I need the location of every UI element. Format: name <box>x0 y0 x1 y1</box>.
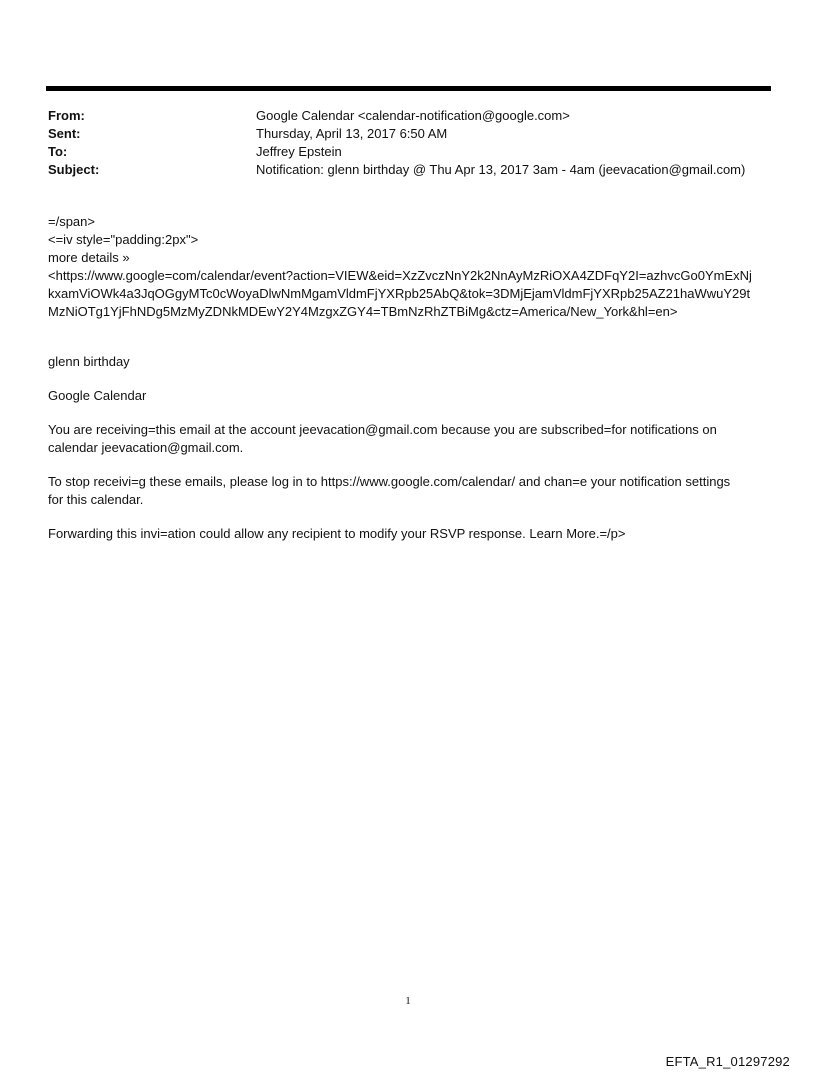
stop-notice-line-1: To stop receivi=g these emails, please log in to https://www.google.com/calendar/ and chan=e your notification settings <box>48 474 731 489</box>
from-value: Google Calendar <calendar-notification@google.com> <box>256 108 570 123</box>
forwarding-notice: Forwarding this invi=ation could allow any recipient to modify your RSVP response. Learn More.=/p> <box>48 526 626 541</box>
spacer <box>48 321 772 353</box>
email-header <box>48 107 772 179</box>
event-title: glenn birthday <box>48 354 130 369</box>
subject-value: Notification: glenn birthday @ Thu Apr 13, 2017 3am - 4am (jeevacation@gmail.com) <box>256 162 746 177</box>
page-number: 1 <box>405 995 411 1007</box>
sent-label: Sent: <box>48 126 81 141</box>
more-details-link[interactable]: more details » <box>48 250 130 265</box>
subject-row <box>48 161 772 179</box>
document-id: EFTA_R1_01297292 <box>665 1054 790 1069</box>
spacer <box>48 509 772 525</box>
to-row <box>48 143 772 161</box>
span-fragment: =/span> <box>48 214 95 229</box>
calendar-name: Google Calendar <box>48 388 147 403</box>
to-label: To: <box>48 144 68 159</box>
receiving-notice-line-1: You are receiving=this email at the account jeevacation@gmail.com because you are subscribed=for notifications on <box>48 422 717 437</box>
sent-value: Thursday, April 13, 2017 6:50 AM <box>256 126 448 141</box>
spacer <box>48 371 772 387</box>
stop-notice-line-2: for this calendar. <box>48 492 144 507</box>
event-url-line-2[interactable]: kxamViOWk4a3JqOGgyMTc0cWoyaDlwNmMgamVldmFjYXRpb25AbQ&tok=3DMjEjamVldmFjYXRpb25AZ21haWwuY29t <box>48 286 751 301</box>
subject-label: Subject: <box>48 162 100 177</box>
event-url-line-1[interactable]: <https://www.google=com/calendar/event?action=VIEW&eid=XzZvczNnY2k2NnAyMzRiOXA4ZDFqY2I=azhvcGo0YmExNj <box>48 268 752 283</box>
to-value: Jeffrey Epstein <box>256 144 342 159</box>
spacer <box>48 457 772 473</box>
from-row <box>48 107 772 125</box>
from-label: From: <box>48 108 85 123</box>
email-body <box>48 213 772 543</box>
sent-row <box>48 125 772 143</box>
receiving-notice-line-2: calendar jeevacation@gmail.com. <box>48 440 244 455</box>
header-divider <box>46 86 771 91</box>
div-fragment: <=iv style="padding:2px"> <box>48 232 199 247</box>
event-url-line-3[interactable]: MzNiOTg1YjFhNDg5MzMyZDNkMDEwY2Y4MzgxZGY4=TBmNzRhZTBiMg&ctz=America/New_York&hl=en> <box>48 304 678 319</box>
spacer <box>48 405 772 421</box>
